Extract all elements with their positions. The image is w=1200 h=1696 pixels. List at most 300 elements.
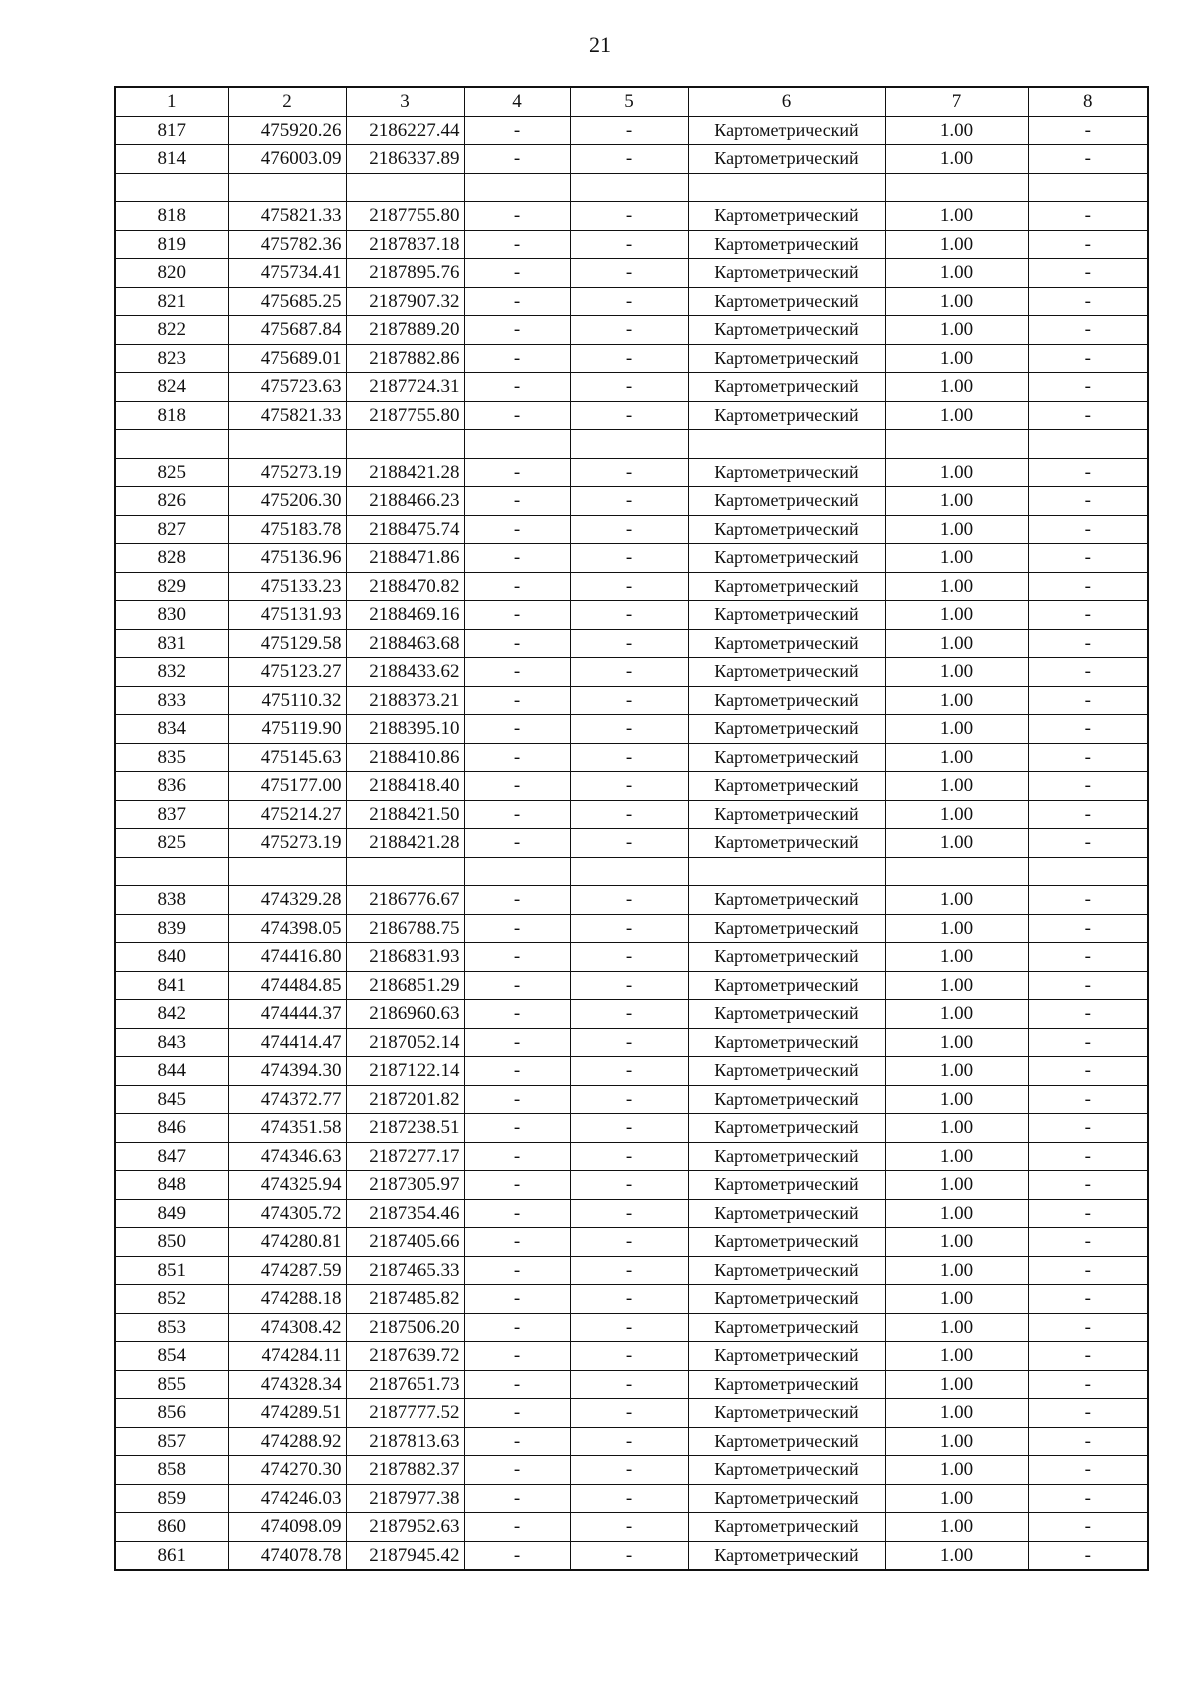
x-coordinate-cell: 474484.85 [228,971,346,1000]
point-number-cell: 823 [115,344,228,373]
col4-cell: - [464,1513,570,1542]
col4-cell: - [464,772,570,801]
col8-cell: - [1028,1342,1148,1371]
accuracy-cell: 1.00 [885,458,1028,487]
table-row [115,1399,1148,1428]
table-row [115,458,1148,487]
y-coordinate-cell: 2188418.40 [346,772,464,801]
table-row [115,287,1148,316]
col8-cell: - [1028,1541,1148,1570]
col8-cell [1028,857,1148,886]
x-coordinate-cell: 475119.90 [228,715,346,744]
y-coordinate-cell: 2186788.75 [346,914,464,943]
y-coordinate-cell: 2186851.29 [346,971,464,1000]
accuracy-cell: 1.00 [885,230,1028,259]
method-cell: Картометрический [688,1342,885,1371]
col8-cell: - [1028,1171,1148,1200]
col8-cell: - [1028,1114,1148,1143]
col8-cell: - [1028,914,1148,943]
y-coordinate-cell [346,430,464,459]
col5-cell: - [570,1313,688,1342]
point-number-cell: 814 [115,145,228,174]
method-cell: Картометрический [688,743,885,772]
table-row [115,145,1148,174]
col4-cell: - [464,715,570,744]
x-coordinate-cell [228,857,346,886]
accuracy-cell: 1.00 [885,1199,1028,1228]
table-row [115,1285,1148,1314]
table-row [115,430,1148,459]
method-cell: Картометрический [688,1228,885,1257]
col5-cell: - [570,1285,688,1314]
table-row [115,1342,1148,1371]
y-coordinate-cell: 2188433.62 [346,658,464,687]
accuracy-cell: 1.00 [885,1256,1028,1285]
y-coordinate-cell: 2187122.14 [346,1057,464,1086]
col5-cell: - [570,515,688,544]
table-row [115,886,1148,915]
accuracy-cell: 1.00 [885,1313,1028,1342]
point-number-cell: 839 [115,914,228,943]
point-number-cell: 848 [115,1171,228,1200]
table-row [115,1199,1148,1228]
col4-cell: - [464,1028,570,1057]
table-row [115,515,1148,544]
table-row [115,259,1148,288]
col5-cell: - [570,686,688,715]
y-coordinate-cell: 2187651.73 [346,1370,464,1399]
x-coordinate-cell: 474246.03 [228,1484,346,1513]
table-row [115,772,1148,801]
point-number-cell: 819 [115,230,228,259]
col8-cell: - [1028,515,1148,544]
col8-cell: - [1028,202,1148,231]
col8-cell: - [1028,743,1148,772]
point-number-cell: 825 [115,829,228,858]
col4-cell: - [464,287,570,316]
method-cell: Картометрический [688,458,885,487]
point-number-cell: 829 [115,572,228,601]
col5-cell: - [570,316,688,345]
col8-cell: - [1028,772,1148,801]
x-coordinate-cell: 474078.78 [228,1541,346,1570]
accuracy-cell: 1.00 [885,829,1028,858]
col8-cell: - [1028,1028,1148,1057]
col8-cell [1028,173,1148,202]
accuracy-cell: 1.00 [885,715,1028,744]
y-coordinate-cell: 2188410.86 [346,743,464,772]
accuracy-cell: 1.00 [885,1028,1028,1057]
method-cell: Картометрический [688,1484,885,1513]
method-cell: Картометрический [688,344,885,373]
y-coordinate-cell: 2188470.82 [346,572,464,601]
method-cell: Картометрический [688,658,885,687]
header-cell: 4 [464,87,570,116]
x-coordinate-cell: 474394.30 [228,1057,346,1086]
method-cell: Картометрический [688,1513,885,1542]
col8-cell: - [1028,715,1148,744]
table-row [115,1028,1148,1057]
table-row [115,316,1148,345]
y-coordinate-cell: 2188469.16 [346,601,464,630]
x-coordinate-cell: 475183.78 [228,515,346,544]
col8-cell: - [1028,829,1148,858]
col8-cell: - [1028,1370,1148,1399]
method-cell: Картометрический [688,1541,885,1570]
col5-cell: - [570,629,688,658]
col4-cell: - [464,1541,570,1570]
accuracy-cell: 1.00 [885,601,1028,630]
table-row [115,857,1148,886]
y-coordinate-cell: 2187201.82 [346,1085,464,1114]
accuracy-cell: 1.00 [885,1114,1028,1143]
y-coordinate-cell: 2188421.50 [346,800,464,829]
col5-cell: - [570,1484,688,1513]
table-row [115,971,1148,1000]
header-row [115,87,1148,116]
col4-cell: - [464,743,570,772]
col5-cell: - [570,1085,688,1114]
point-number-cell: 818 [115,202,228,231]
method-cell: Картометрический [688,1370,885,1399]
col8-cell: - [1028,1000,1148,1029]
x-coordinate-cell [228,430,346,459]
col4-cell: - [464,629,570,658]
y-coordinate-cell: 2187052.14 [346,1028,464,1057]
table-row [115,1513,1148,1542]
col4-cell: - [464,1171,570,1200]
point-number-cell: 840 [115,943,228,972]
method-cell: Картометрический [688,971,885,1000]
col5-cell: - [570,1399,688,1428]
y-coordinate-cell: 2187405.66 [346,1228,464,1257]
point-number-cell: 821 [115,287,228,316]
col4-cell: - [464,373,570,402]
y-coordinate-cell [346,857,464,886]
y-coordinate-cell: 2186960.63 [346,1000,464,1029]
col4-cell: - [464,1085,570,1114]
col5-cell: - [570,886,688,915]
method-cell: Картометрический [688,715,885,744]
col4-cell: - [464,1313,570,1342]
col5-cell: - [570,145,688,174]
col8-cell: - [1028,629,1148,658]
col4-cell: - [464,800,570,829]
col4-cell: - [464,943,570,972]
header-cell: 5 [570,87,688,116]
table-row [115,1114,1148,1143]
x-coordinate-cell: 474305.72 [228,1199,346,1228]
y-coordinate-cell: 2186227.44 [346,116,464,145]
col5-cell: - [570,772,688,801]
table-row [115,1370,1148,1399]
method-cell: Картометрический [688,373,885,402]
col4-cell: - [464,971,570,1000]
col5-cell: - [570,800,688,829]
point-number-cell: 851 [115,1256,228,1285]
x-coordinate-cell: 475782.36 [228,230,346,259]
y-coordinate-cell: 2187882.37 [346,1456,464,1485]
x-coordinate-cell: 475685.25 [228,287,346,316]
x-coordinate-cell: 475821.33 [228,202,346,231]
accuracy-cell: 1.00 [885,259,1028,288]
y-coordinate-cell: 2187977.38 [346,1484,464,1513]
col5-cell: - [570,202,688,231]
col5-cell: - [570,743,688,772]
col5-cell: - [570,230,688,259]
col8-cell: - [1028,458,1148,487]
col5-cell: - [570,971,688,1000]
col8-cell: - [1028,601,1148,630]
method-cell: Картометрический [688,1085,885,1114]
y-coordinate-cell: 2187755.80 [346,202,464,231]
x-coordinate-cell: 474444.37 [228,1000,346,1029]
col8-cell: - [1028,344,1148,373]
table-row [115,629,1148,658]
point-number-cell: 837 [115,800,228,829]
accuracy-cell: 1.00 [885,316,1028,345]
col5-cell: - [570,1256,688,1285]
method-cell: Картометрический [688,686,885,715]
point-number-cell: 818 [115,401,228,430]
col8-cell: - [1028,544,1148,573]
x-coordinate-cell: 475206.30 [228,487,346,516]
point-number-cell: 861 [115,1541,228,1570]
col5-cell [570,173,688,202]
table-row [115,1313,1148,1342]
table-row [115,1484,1148,1513]
page-number: 21 [589,32,611,57]
accuracy-cell: 1.00 [885,658,1028,687]
accuracy-cell: 1.00 [885,1399,1028,1428]
point-number-cell: 860 [115,1513,228,1542]
x-coordinate-cell: 475133.23 [228,572,346,601]
accuracy-cell: 1.00 [885,743,1028,772]
table-row [115,1427,1148,1456]
table-row [115,1256,1148,1285]
table-row [115,686,1148,715]
method-cell: Картометрический [688,230,885,259]
table-row [115,1228,1148,1257]
method-cell: Картометрический [688,1285,885,1314]
table-row [115,943,1148,972]
point-number-cell: 834 [115,715,228,744]
col5-cell [570,857,688,886]
x-coordinate-cell: 474416.80 [228,943,346,972]
col5-cell: - [570,344,688,373]
y-coordinate-cell: 2188395.10 [346,715,464,744]
col4-cell: - [464,601,570,630]
col4-cell: - [464,1370,570,1399]
col8-cell: - [1028,1313,1148,1342]
col5-cell: - [570,1228,688,1257]
header-cell: 7 [885,87,1028,116]
x-coordinate-cell: 474288.92 [228,1427,346,1456]
col8-cell: - [1028,658,1148,687]
table-row [115,1057,1148,1086]
accuracy-cell: 1.00 [885,572,1028,601]
x-coordinate-cell: 474287.59 [228,1256,346,1285]
col4-cell: - [464,230,570,259]
point-number-cell: 822 [115,316,228,345]
y-coordinate-cell: 2187506.20 [346,1313,464,1342]
col8-cell: - [1028,1085,1148,1114]
x-coordinate-cell: 474270.30 [228,1456,346,1485]
col4-cell: - [464,1000,570,1029]
col5-cell: - [570,1171,688,1200]
col5-cell: - [570,1114,688,1143]
x-coordinate-cell: 475136.96 [228,544,346,573]
col8-cell: - [1028,1228,1148,1257]
y-coordinate-cell: 2187354.46 [346,1199,464,1228]
col5-cell: - [570,1142,688,1171]
point-number-cell: 845 [115,1085,228,1114]
y-coordinate-cell [346,173,464,202]
col4-cell: - [464,1427,570,1456]
y-coordinate-cell: 2187755.80 [346,401,464,430]
accuracy-cell: 1.00 [885,515,1028,544]
point-number-cell: 857 [115,1427,228,1456]
y-coordinate-cell: 2188463.68 [346,629,464,658]
method-cell: Картометрический [688,772,885,801]
x-coordinate-cell: 475723.63 [228,373,346,402]
x-coordinate-cell: 474414.47 [228,1028,346,1057]
y-coordinate-cell: 2186337.89 [346,145,464,174]
col8-cell: - [1028,316,1148,345]
col4-cell: - [464,1142,570,1171]
y-coordinate-cell: 2187889.20 [346,316,464,345]
col4-cell: - [464,344,570,373]
method-cell [688,430,885,459]
y-coordinate-cell: 2187895.76 [346,259,464,288]
col5-cell: - [570,458,688,487]
point-number-cell: 849 [115,1199,228,1228]
method-cell: Картометрический [688,629,885,658]
point-number-cell: 859 [115,1484,228,1513]
method-cell: Картометрический [688,572,885,601]
accuracy-cell: 1.00 [885,1484,1028,1513]
method-cell: Картометрический [688,1199,885,1228]
col4-cell: - [464,1199,570,1228]
accuracy-cell: 1.00 [885,1057,1028,1086]
col8-cell: - [1028,943,1148,972]
col5-cell: - [570,829,688,858]
y-coordinate-cell: 2187639.72 [346,1342,464,1371]
table-row [115,658,1148,687]
x-coordinate-cell: 474346.63 [228,1142,346,1171]
coordinates-table [114,86,1149,1571]
y-coordinate-cell: 2188421.28 [346,829,464,858]
table-row [115,1000,1148,1029]
col8-cell [1028,430,1148,459]
table-row [115,173,1148,202]
x-coordinate-cell: 476003.09 [228,145,346,174]
accuracy-cell: 1.00 [885,1427,1028,1456]
method-cell: Картометрический [688,1399,885,1428]
method-cell: Картометрический [688,601,885,630]
col5-cell: - [570,658,688,687]
col4-cell: - [464,487,570,516]
point-number-cell: 858 [115,1456,228,1485]
y-coordinate-cell: 2187485.82 [346,1285,464,1314]
method-cell: Картометрический [688,487,885,516]
point-number-cell: 830 [115,601,228,630]
table-row [115,487,1148,516]
point-number-cell: 853 [115,1313,228,1342]
point-number-cell: 836 [115,772,228,801]
method-cell: Картометрический [688,1142,885,1171]
x-coordinate-cell: 474325.94 [228,1171,346,1200]
table-row [115,202,1148,231]
col5-cell: - [570,715,688,744]
accuracy-cell [885,173,1028,202]
method-cell: Картометрический [688,202,885,231]
col8-cell: - [1028,116,1148,145]
header-cell: 3 [346,87,464,116]
method-cell: Картометрический [688,1000,885,1029]
table-row [115,743,1148,772]
method-cell: Картометрический [688,800,885,829]
point-number-cell: 855 [115,1370,228,1399]
col5-cell: - [570,1057,688,1086]
accuracy-cell: 1.00 [885,1142,1028,1171]
table-row [115,373,1148,402]
col4-cell: - [464,544,570,573]
method-cell: Картометрический [688,287,885,316]
accuracy-cell: 1.00 [885,1000,1028,1029]
accuracy-cell: 1.00 [885,1085,1028,1114]
col5-cell: - [570,572,688,601]
accuracy-cell: 1.00 [885,145,1028,174]
y-coordinate-cell: 2187238.51 [346,1114,464,1143]
col4-cell: - [464,658,570,687]
table-row [115,544,1148,573]
table-row [115,344,1148,373]
table-row [115,1456,1148,1485]
point-number-cell: 847 [115,1142,228,1171]
method-cell: Картометрический [688,1427,885,1456]
col8-cell: - [1028,259,1148,288]
col4-cell: - [464,829,570,858]
point-number-cell: 852 [115,1285,228,1314]
col5-cell: - [570,544,688,573]
y-coordinate-cell: 2187952.63 [346,1513,464,1542]
y-coordinate-cell: 2186831.93 [346,943,464,972]
col4-cell: - [464,1057,570,1086]
y-coordinate-cell: 2187813.63 [346,1427,464,1456]
col4-cell: - [464,316,570,345]
col5-cell: - [570,1342,688,1371]
col4-cell: - [464,515,570,544]
accuracy-cell: 1.00 [885,914,1028,943]
x-coordinate-cell: 475145.63 [228,743,346,772]
table-row [115,116,1148,145]
accuracy-cell: 1.00 [885,487,1028,516]
accuracy-cell: 1.00 [885,344,1028,373]
table-row [115,914,1148,943]
method-cell: Картометрический [688,544,885,573]
col5-cell [570,430,688,459]
point-number-cell [115,857,228,886]
x-coordinate-cell: 474372.77 [228,1085,346,1114]
method-cell: Картометрический [688,1114,885,1143]
accuracy-cell: 1.00 [885,202,1028,231]
col4-cell: - [464,1256,570,1285]
method-cell: Картометрический [688,259,885,288]
col8-cell: - [1028,373,1148,402]
x-coordinate-cell: 475214.27 [228,800,346,829]
col8-cell: - [1028,1142,1148,1171]
